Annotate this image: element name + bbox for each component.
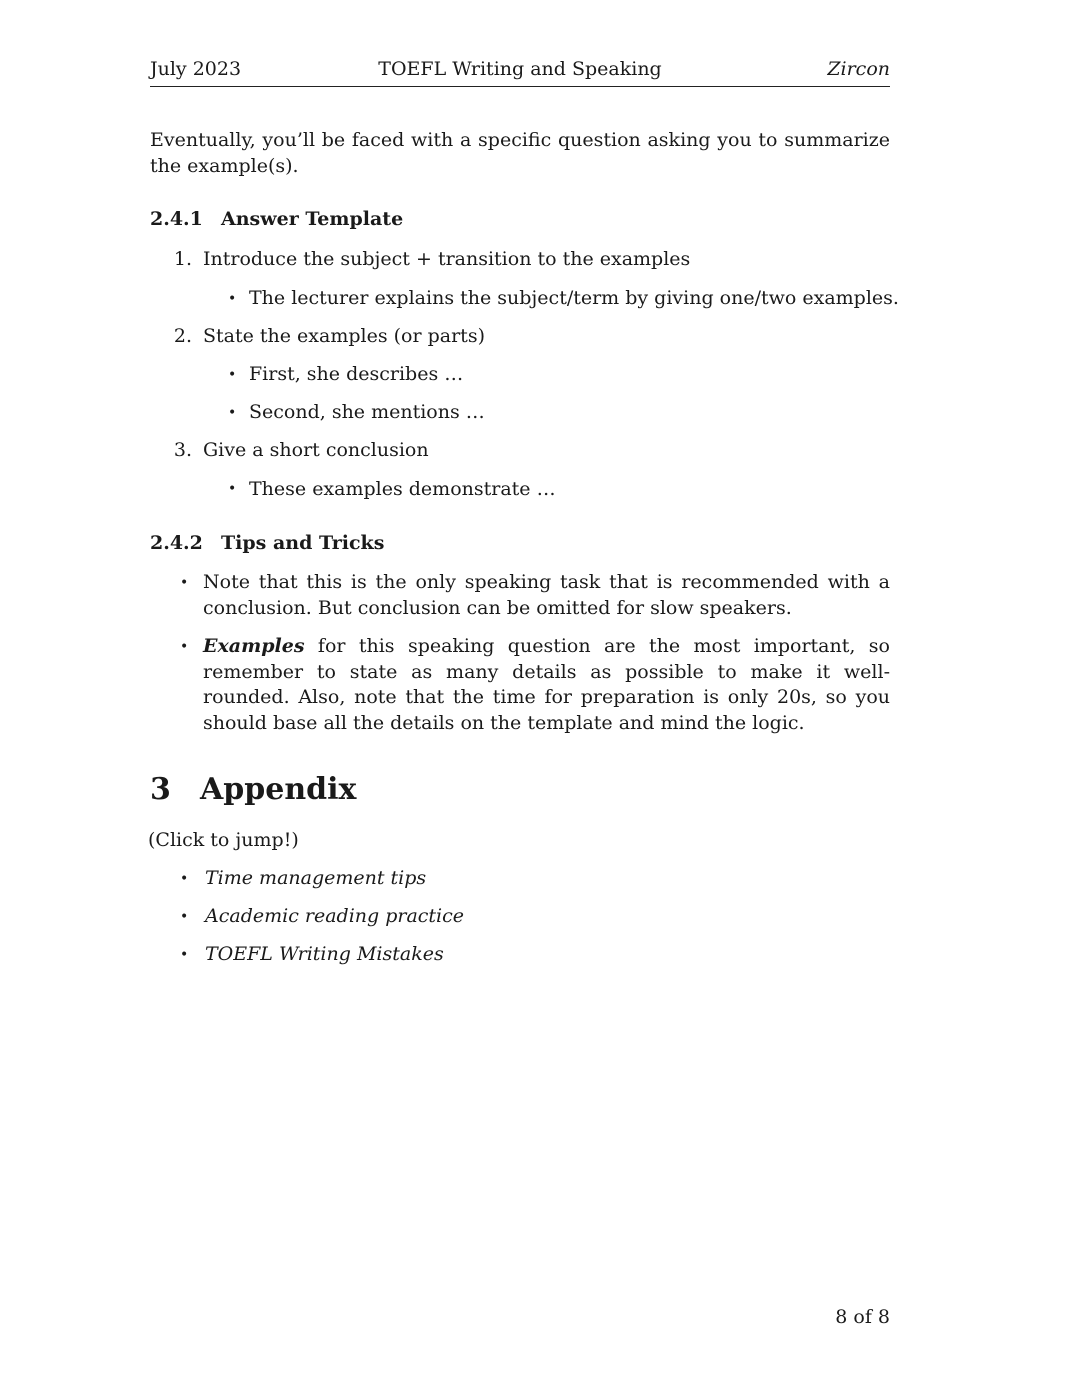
header-title: TOEFL Writing and Speaking [378, 58, 662, 80]
list-item: State the examples (or parts) [203, 325, 485, 347]
header-date: July 2023 [150, 58, 242, 80]
bullet-icon: • [228, 405, 237, 421]
subsection-heading-tips [150, 532, 384, 554]
subsection-number: 2.4.1 [150, 208, 203, 230]
bullet-icon: • [228, 367, 237, 383]
list-marker: 1. [173, 248, 192, 270]
subsection-title: Tips and Tricks [221, 532, 385, 554]
list-item: Second, she mentions … [249, 401, 485, 423]
subsection-title: Answer Template [221, 208, 404, 230]
list-item: Introduce the subject + transition to the examples [203, 248, 691, 270]
list-item: These examples demonstrate … [249, 478, 556, 500]
intro-paragraph: Eventually, you’ll be faced with a specific question asking you to summarize the example(s). [150, 129, 890, 177]
bullet-icon: • [228, 481, 237, 497]
bullet-icon: • [180, 639, 189, 655]
tip-item: Note that this is the only speaking task that is recommended with a conclusion. But conclusion can be omitted for slow speakers. [203, 571, 890, 619]
bullet-icon: • [180, 575, 189, 591]
list-marker: 2. [173, 325, 192, 347]
appendix-link-writing-mistakes[interactable]: TOEFL Writing Mistakes [205, 943, 444, 965]
list-item: The lecturer explains the subject/term by giving one/two examples. [249, 287, 899, 309]
section-heading-appendix [150, 772, 356, 807]
tip-emphasis: Examples [203, 635, 305, 657]
bullet-icon: • [180, 871, 189, 887]
page-header [150, 58, 890, 87]
tip-item [203, 634, 890, 736]
section-title: Appendix [200, 772, 357, 807]
list-item: Give a short conclusion [203, 439, 429, 461]
tip-text: for this speaking question are the most important, so remember to state as many details as possible to make it well-rounded. Also, note that the time for preparation is only 20s, so you should base all the details on the template and mind the logic. [203, 635, 890, 734]
list-marker: 3. [173, 439, 192, 461]
section-number: 3 [150, 772, 171, 807]
bullet-icon: • [228, 291, 237, 307]
bullet-icon: • [180, 909, 189, 925]
subsection-number: 2.4.2 [150, 532, 203, 554]
appendix-link-reading-practice[interactable]: Academic reading practice [205, 905, 465, 927]
appendix-link-time-management[interactable]: Time management tips [205, 867, 427, 889]
bullet-icon: • [180, 947, 189, 963]
subsection-heading-answer-template [150, 208, 403, 230]
appendix-note: (Click to jump!) [148, 829, 299, 851]
header-author: Zircon [827, 58, 890, 80]
list-item: First, she describes … [249, 363, 464, 385]
page-number: 8 of 8 [835, 1306, 890, 1328]
